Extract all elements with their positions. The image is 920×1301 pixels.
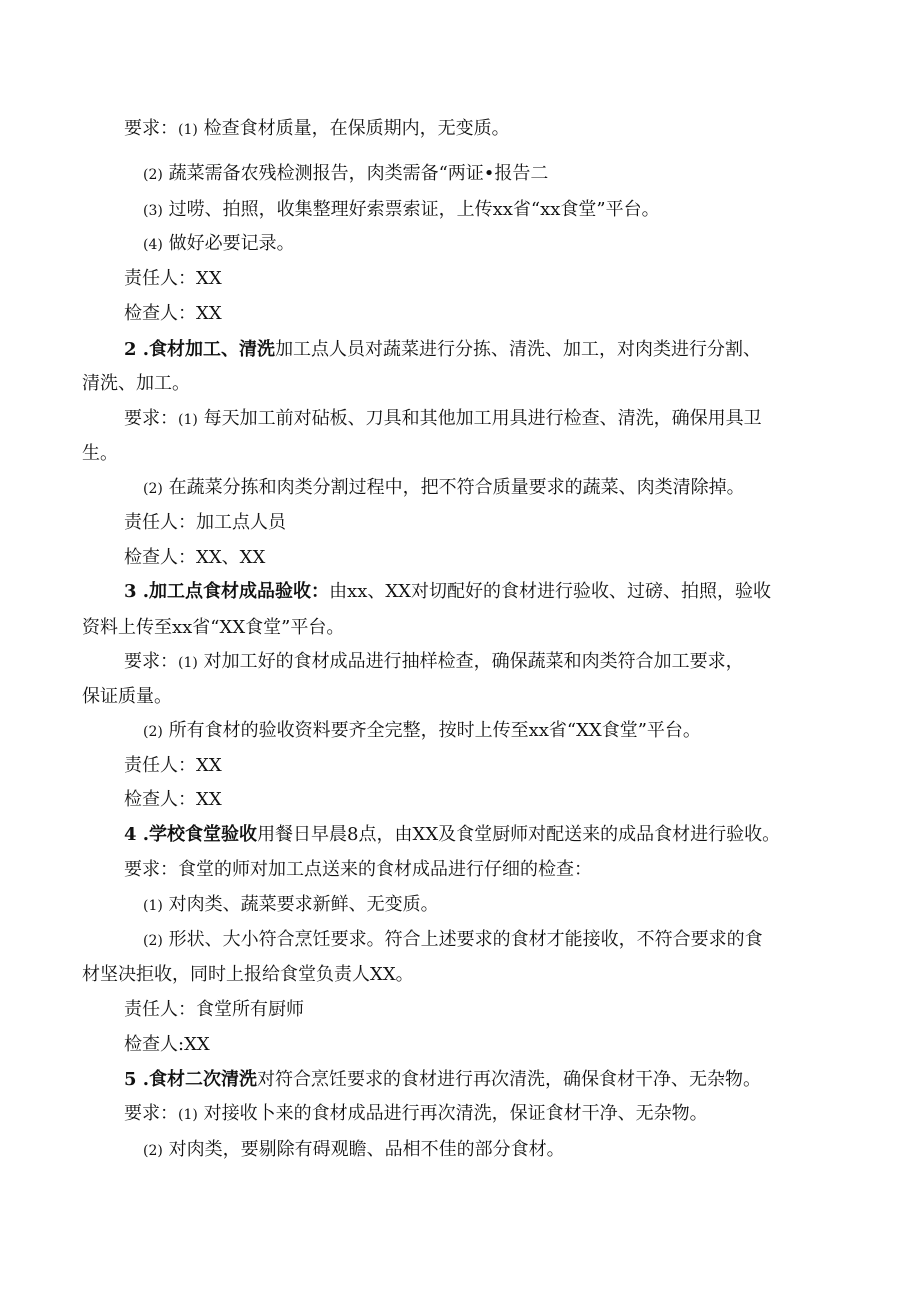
section-heading-line (124, 580, 771, 604)
text-line (82, 442, 118, 466)
section-heading: 5 .食材二次清洗 (124, 1069, 258, 1090)
line-text: 责任人：XX (124, 268, 222, 289)
line-text: 过唠、拍照，收集整理好索票索证，上传xx省“xx食堂”平台。 (168, 199, 660, 220)
text-line (82, 963, 414, 987)
line-prefix: 要求： (124, 651, 178, 672)
text-line (124, 650, 744, 675)
text-line (143, 162, 548, 187)
text-line (143, 198, 660, 223)
line-prefix: 要求： (124, 118, 178, 139)
text-line (124, 407, 762, 432)
text-line (124, 998, 304, 1022)
text-line (143, 1138, 565, 1163)
text-line (124, 302, 222, 326)
text-line (143, 928, 763, 953)
line-text: 要求：食堂的师对加工点送来的食材成品进行仔细的检查： (124, 859, 592, 880)
line-prefix: 要求： (124, 1103, 178, 1124)
line-text: 对符合烹饪要求的食材进行再次清洗，确保食材干净、无杂物。 (257, 1069, 762, 1090)
line-text: 对接收卜来的食材成品进行再次清洗，保证食材干净、无杂物。 (203, 1103, 708, 1124)
line-text: 用餐日早晨8点，由XX及食堂厨师对配送来的成品食材进行验收。 (257, 824, 781, 845)
item-number: (1) (143, 898, 163, 914)
text-line (124, 1102, 708, 1127)
line-text: 检查食材质量，在保质期内，无变质。 (203, 118, 510, 139)
line-text: 保证质量。 (82, 686, 172, 707)
line-text: 对肉类、蔬菜要求新鲜、无变质。 (168, 894, 439, 915)
line-text: 资料上传至xx省“XX食堂”平台。 (82, 617, 345, 638)
line-text: 加工点人员对蔬菜进行分拣、清洗、加工，对肉类进行分割、 (275, 339, 762, 360)
line-text: 对加工好的食材成品进行抽样检查，确保蔬菜和肉类符合加工要求， (203, 651, 744, 672)
item-number: (1) (178, 122, 198, 138)
line-text: 蔬菜需备农残检测报告，肉类需备“两证•报告二 (168, 163, 549, 184)
line-text: 检查人：XX、XX (124, 547, 266, 568)
line-text: 做好必要记录。 (168, 233, 295, 254)
section-heading: 3 .加工点食材成品验收： (124, 581, 330, 602)
item-number: (2) (143, 933, 163, 949)
line-text: 责任人：加工点人员 (124, 512, 286, 533)
section-heading-line (124, 823, 780, 847)
text-line (124, 1033, 210, 1057)
section-heading-line (124, 338, 761, 362)
text-line (82, 685, 172, 709)
text-line (143, 476, 745, 501)
item-number: (1) (178, 1107, 198, 1123)
line-text: 检查人：XX (124, 303, 222, 324)
item-number: (4) (143, 237, 163, 253)
text-line (143, 719, 701, 744)
item-number: (1) (178, 412, 198, 428)
text-line (82, 616, 344, 640)
item-number: (2) (143, 167, 163, 183)
item-number: (2) (143, 724, 163, 740)
text-line (124, 788, 222, 812)
text-line (124, 754, 222, 778)
text-line (124, 546, 265, 570)
line-text: 对肉类，要剔除有碍观瞻、品相不佳的部分食材。 (168, 1139, 565, 1160)
text-line (124, 858, 592, 882)
line-text: 清洗、加工。 (82, 373, 190, 394)
line-text: 每天加工前对砧板、刀具和其他加工用具进行检查、清洗，确保用具卫 (203, 408, 762, 429)
text-line (124, 267, 222, 291)
line-text: 责任人：XX (124, 755, 222, 776)
line-text: 在蔬菜分拣和肉类分割过程中，把不符合质量要求的蔬菜、肉类清除掉。 (168, 477, 745, 498)
text-line (124, 511, 286, 535)
text-line (143, 232, 295, 257)
section-heading: 4 .学校食堂验收 (124, 824, 258, 845)
text-line (143, 893, 439, 918)
item-number: (1) (178, 655, 198, 671)
section-heading-line (124, 1068, 761, 1092)
line-text: 检查人：XX (124, 789, 222, 810)
line-text: 生。 (82, 443, 118, 464)
line-text: 检查人:XX (124, 1034, 210, 1055)
line-text: 由xx、XX对切配好的食材进行验收、过磅、拍照，验收 (329, 581, 771, 602)
item-number: (2) (143, 481, 163, 497)
line-text: 责任人：食堂所有厨师 (124, 999, 304, 1020)
item-number: (3) (143, 203, 163, 219)
line-prefix: 要求： (124, 408, 178, 429)
line-text: 形状、大小符合烹饪要求。符合上述要求的食材才能接收，不符合要求的食 (168, 929, 763, 950)
text-line (82, 372, 190, 396)
section-heading: 2 .食材加工、清洗 (124, 339, 276, 360)
line-text: 所有食材的验收资料要齐全完整，按时上传至xx省“XX食堂”平台。 (168, 720, 701, 741)
text-line (124, 117, 510, 142)
line-text: 材坚决拒收，同时上报给食堂负责人XX。 (82, 964, 414, 985)
item-number: (2) (143, 1143, 163, 1159)
